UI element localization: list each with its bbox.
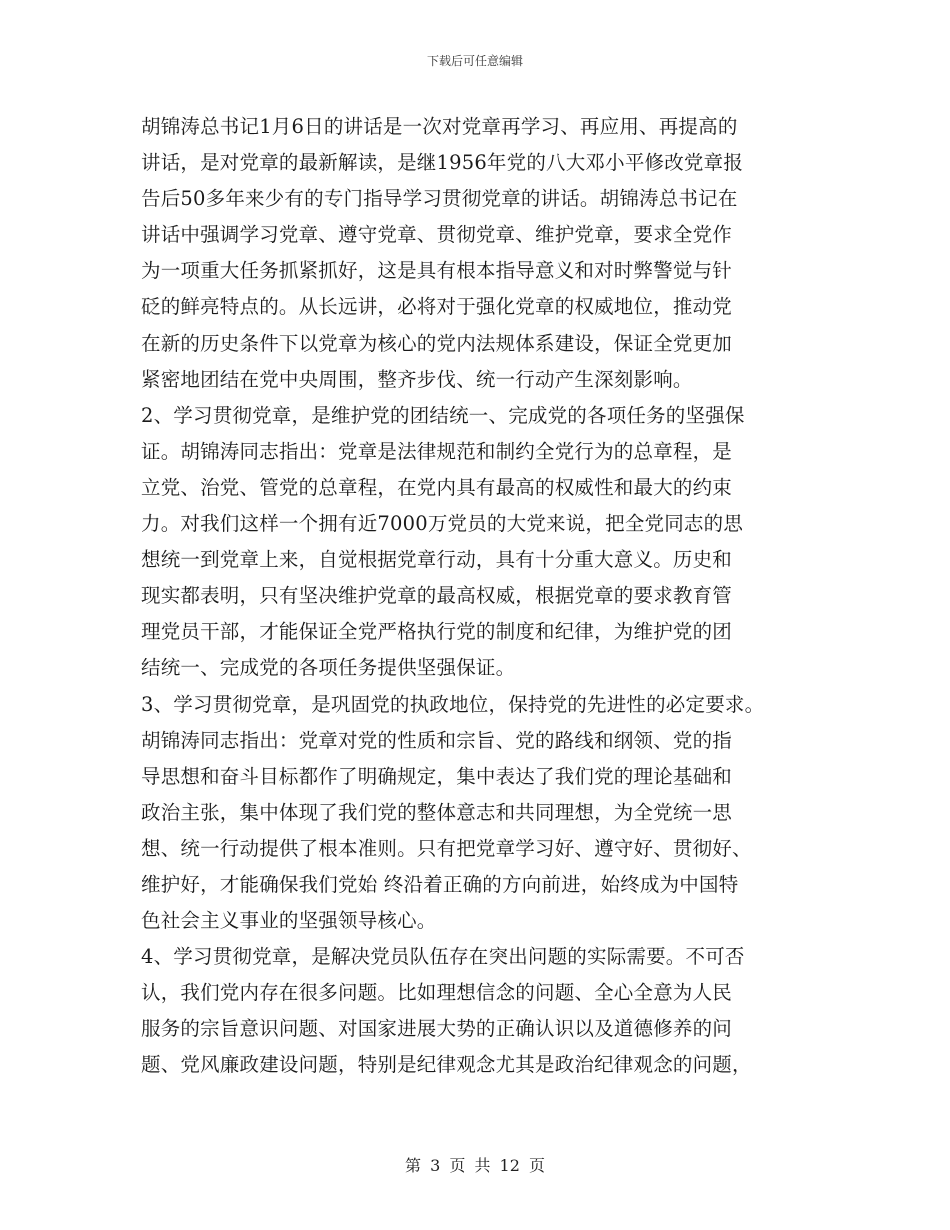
text-line: 理党员干部，才能保证全党严格执行党的制度和纪律，为维护党的团 xyxy=(141,620,733,644)
text-line: 导思想和奋斗目标都作了明确规定，集中表达了我们党的理论基础和 xyxy=(141,764,733,788)
text-line: 胡锦涛总书记1月6日的讲话是一次对党章再学习、再应用、再提高的 xyxy=(141,115,738,138)
text-line: 3、学习贯彻党章，是巩固党的执政地位，保持党的先进性的必定要求。 xyxy=(141,692,765,716)
text-line: 色社会主义事业的坚强领导核心。 xyxy=(141,909,437,933)
text-line: 2、学习贯彻党章，是维护党的团结统一、完成党的各项任务的坚强保 xyxy=(141,403,745,427)
text-line: 力。对我们这样一个拥有近7000万党员的大党来说，把全党同志的思 xyxy=(141,512,744,536)
text-line: 讲话，是对党章的最新解读，是继1956年党的八大邓小平修改党章报 xyxy=(141,151,744,175)
text-line: 在新的历史条件下以党章为核心的党内法规体系建设，保证全党更加 xyxy=(141,331,733,355)
text-line: 服务的宗旨意识问题、对国家进展大势的正确认识以及道德修养的问 xyxy=(141,1017,733,1041)
text-line: 想、统一行动提供了根本准则。只有把党章学习好、遵守好、贯彻好、 xyxy=(141,836,752,860)
text-line: 维护好，才能确保我们党始 终沿着正确的方向前进，始终成为中国特 xyxy=(141,872,739,896)
text-line: 想统一到党章上来，自觉根据党章行动，具有十分重大意义。历史和 xyxy=(141,548,733,572)
text-line: 4、学习贯彻党章，是解决党员队伍存在突出问题的实际需要。不可否 xyxy=(141,945,745,969)
text-line: 立党、治党、管党的总章程，在党内具有最高的权威性和最大的约束 xyxy=(141,475,733,499)
text-line: 结统一、完成党的各项任务提供坚强保证。 xyxy=(141,656,516,680)
text-line: 为一项重大任务抓紧抓好，这是具有根本指导意义和对时弊警觉与针 xyxy=(141,259,733,283)
document-body xyxy=(141,109,831,1084)
text-line: 题、党风廉政建设问题，特别是纪律观念尤其是政治纪律观念的问题， xyxy=(141,1053,752,1077)
page-number-footer: 第 3 页 共 12 页 xyxy=(405,1156,545,1175)
text-line: 政治主张，集中体现了我们党的整体意志和共同理想，为全党统一思 xyxy=(141,800,733,824)
text-line: 告后50多年来少有的专门指导学习贯彻党章的讲话。胡锦涛总书记在 xyxy=(141,187,738,211)
text-line: 证。胡锦涛同志指出：党章是法律规范和制约全党行为的总章程，是 xyxy=(141,439,733,463)
text-line: 讲话中强调学习党章、遵守党章、贯彻党章、维护党章，要求全党作 xyxy=(141,223,733,247)
text-line: 认，我们党内存在很多问题。比如理想信念的问题、全心全意为人民 xyxy=(141,981,733,1005)
text-line: 胡锦涛同志指出：党章对党的性质和宗旨、党的路线和纲领、党的指 xyxy=(141,728,733,752)
text-line: 现实都表明，只有坚决维护党章的最高权威，根据党章的要求教育管 xyxy=(141,584,733,608)
page-header-note: 下载后可任意编辑 xyxy=(426,54,523,68)
text-line: 砭的鲜亮特点的。从长远讲，必将对于强化党章的权威地位，推动党 xyxy=(141,295,733,319)
text-line: 紧密地团结在党中央周围，整齐步伐、统一行动产生深刻影响。 xyxy=(141,367,693,391)
